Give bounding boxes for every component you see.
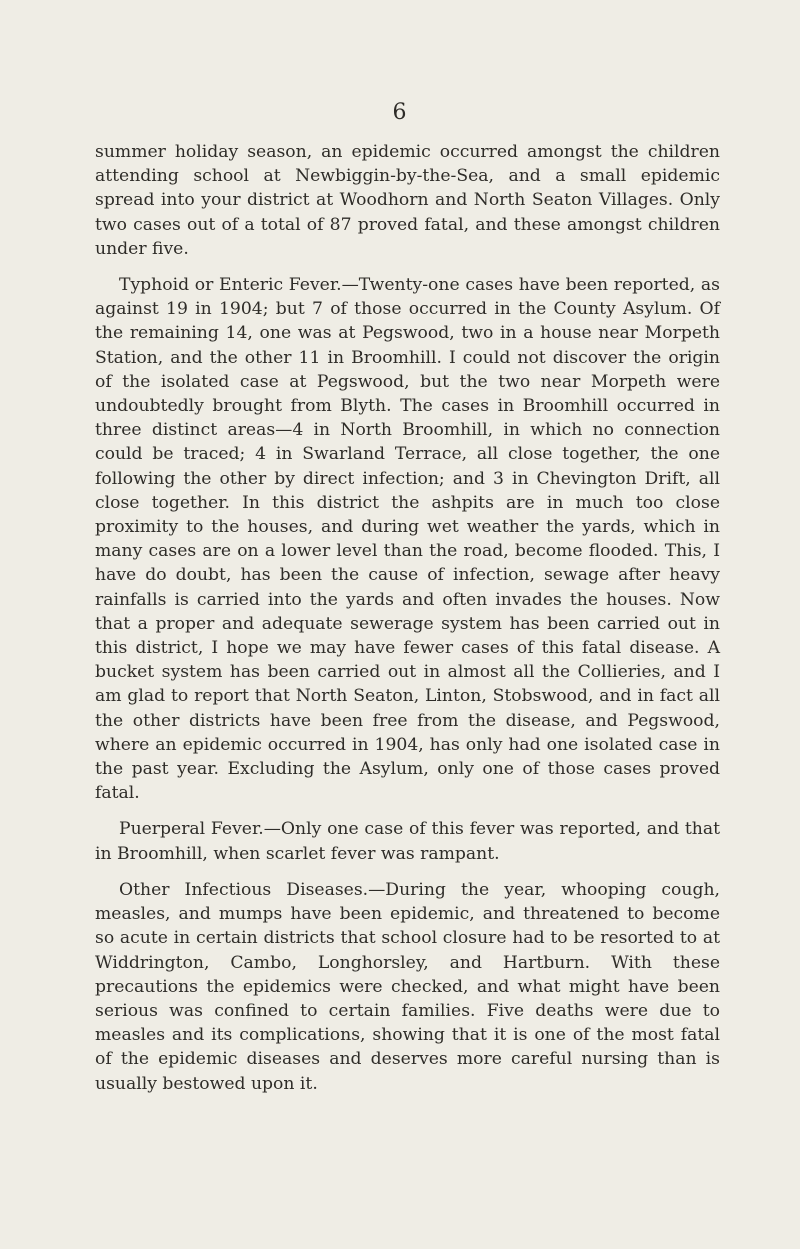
document-body: [95, 140, 720, 1108]
paragraph-puerperal-fever: Puerperal Fever.—Only one case of this fever was reported, and that in Broomhill, when scarlet fever was rampant.: [95, 819, 720, 864]
paragraph-measles-continuation: summer holiday season, an epidemic occurred amongst the children attending school at Newbiggin-by-the-Sea, and a small epidemic spread into your district at Woodhorn and North Seaton Villages. Only two cases out of a total of 87 proved fatal, and these amongst children under five.: [95, 142, 720, 259]
page-number: 6: [392, 100, 408, 125]
paragraph-typhoid-fever: Typhoid or Enteric Fever.—Twenty-one cases have been reported, as against 19 in 1904; but 7 of those occurred in the County Asylum. Of the remaining 14, one was at Pegswood, two in a house near Morpeth Station, and the other 11 in Broomhill. I could not discover the origin of the isolated case at Pegswood, but the two near Morpeth were undoubtedly brought from Blyth. The cases in Broomhill occurred in three distinct areas—4 in North Broomhill, in which no connection could be traced; 4 in Swarland Terrace, all close together, the one following the other by direct infection; and 3 in Chevington Drift, all close together. In this district the ashpits are in much too close proximity to the houses, and during wet weather the yards, which in many cases are on a lower level than the road, become flooded. This, I have do doubt, has been the cause of infection, sewage after heavy rainfalls is carried into the yards and often invades the houses. Now that a proper and adequate sewerage system has been carried out in this district, I hope we may have fewer cases of this fatal disease. A bucket system has been carried out in almost all the Collieries, and I am glad to report that North Seaton, Linton, Stobswood, and in fact all the other districts have been free from the disease, and Pegswood, where an epidemic occurred in 1904, has only had one isolated case in the past year. Excluding the Asylum, only one of those cases proved fatal.: [95, 275, 720, 804]
paragraph-other-infectious-diseases: Other Infectious Diseases.—During the year, whooping cough, measles, and mumps have been epidemic, and threatened to become so acute in certain districts that school closure had to be resorted to at Widdrington, Cambo, Longhorsley, and Hartburn. With these precautions the epidemics were checked, and what might have been serious was confined to certain families. Five deaths were due to measles and its complications, showing that it is one of the most fatal of the epidemic diseases and deserves more careful nursing than is usually bestowed upon it.: [95, 879, 720, 1094]
